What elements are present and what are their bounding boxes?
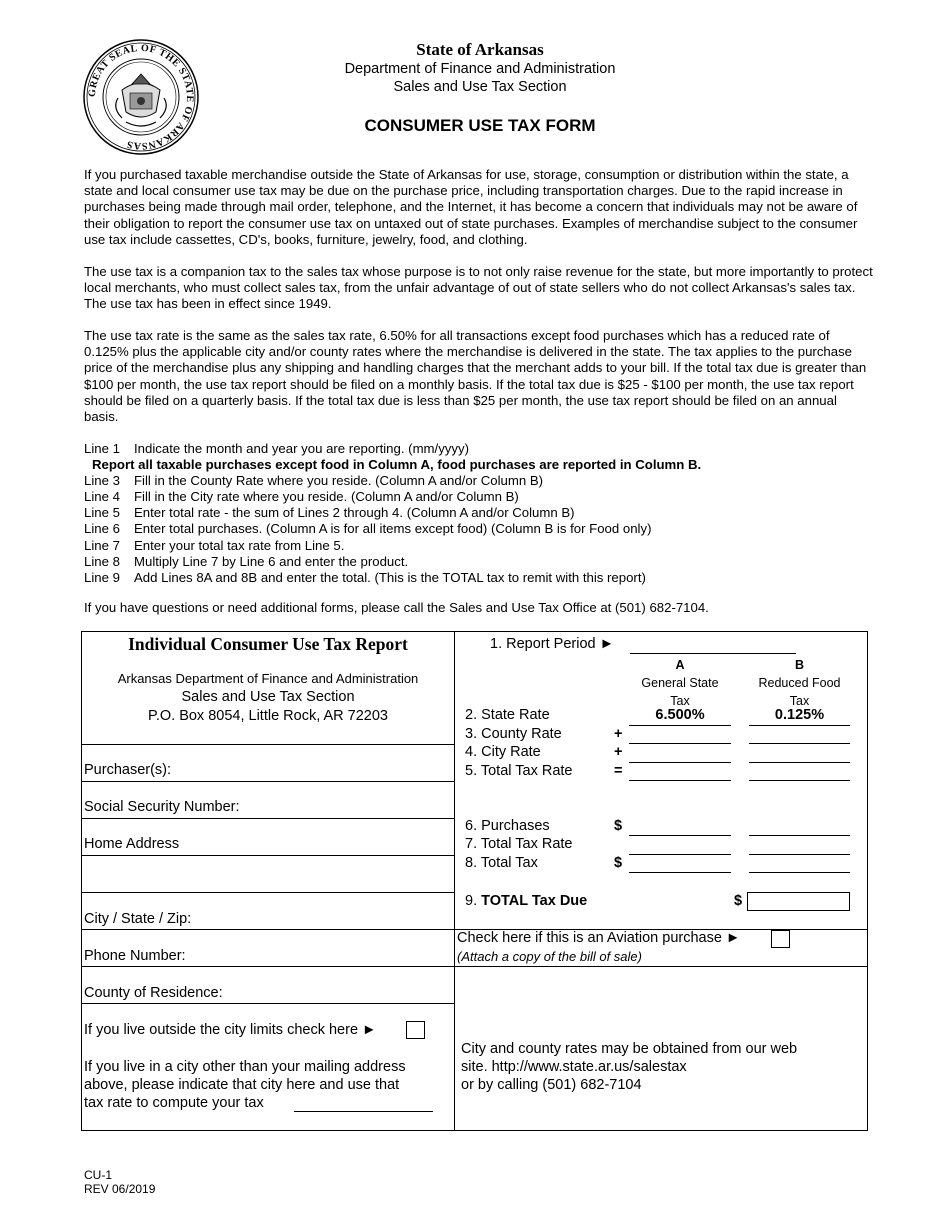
county-rate-label: 3. County Rate — [465, 726, 562, 742]
outside-city-label: If you live outside the city limits check here ► — [84, 1022, 377, 1038]
instruction-line: Line 4 Fill in the City rate where you reside. (Column A and/or Column B) — [84, 489, 519, 505]
intro-paragraph-2: The use tax is a companion tax to the sales tax whose purpose is to not only raise revenue for the state, but more importantly to protect local merchants, who must collect sales tax, from the unfair advantage of out of state sellers who do not collect Arkansas's sales tax. The use tax has been in effect since 1949. — [84, 264, 873, 312]
total-tax-rate-label: 7. Total Tax Rate — [465, 836, 573, 852]
purchases-a-field[interactable] — [629, 835, 731, 836]
form-revision: REV 06/2019 — [84, 1182, 156, 1196]
purchases-b-field[interactable] — [749, 835, 850, 836]
total-tax-label: 8. Total Tax — [465, 855, 538, 871]
county-rate-a-field[interactable] — [629, 743, 731, 744]
other-city-text-3: tax rate to compute your tax — [84, 1095, 264, 1111]
state-heading: State of Arkansas — [416, 40, 544, 59]
total-tax-a-field[interactable] — [629, 872, 731, 873]
column-b-header: B Reduced Food Tax — [758, 658, 841, 708]
instruction-line: Line 7 Enter your total tax rate from Line 5. — [84, 537, 345, 553]
home-address-label: Home Address — [84, 836, 180, 852]
phone-field[interactable] — [81, 966, 454, 967]
divider — [81, 744, 454, 745]
county-field[interactable] — [81, 1003, 454, 1004]
equals-sign: = — [614, 763, 623, 779]
dollar-sign: $ — [614, 818, 623, 834]
county-rate-b-field[interactable] — [749, 743, 850, 744]
state-rate-label: 2. State Rate — [465, 707, 550, 723]
instruction-line: Line 6 Enter total purchases. (Column A is for all items except food) (Column B is for Food only) — [84, 521, 652, 537]
column-a-header: A General State Tax — [641, 658, 719, 708]
total-tax-rate-a-field[interactable] — [629, 854, 731, 855]
home-address-field[interactable] — [81, 855, 454, 856]
report-address-line-1: Arkansas Department of Finance and Administration — [117, 671, 419, 686]
total-rate-a-field[interactable] — [629, 780, 731, 781]
aviation-note: (Attach a copy of the bill of sale) — [457, 949, 642, 964]
dollar-sign: $ — [734, 893, 743, 909]
intro-paragraph-1: If you purchased taxable merchandise outside the State of Arkansas for use, storage, consumption or distribution within the state, a state and local consumer use tax may be due on the purchase price, including transportation charges. Due to the rapid increase in purchases being made through mail order, telephone, and the Internet, it has become a concern that individuals may not be aware of their obligation to report the consumer use tax on untaxed out of state purchases. Examples of merchandise subject to the consumer use tax include cassettes, CD's, books, furniture, jewelry, food, and clothing. — [84, 167, 858, 247]
report-period-label: 1. Report Period ► — [490, 636, 614, 652]
city-rate-label: 4. City Rate — [465, 744, 541, 760]
form-column-divider — [454, 631, 455, 1131]
purchaser-field[interactable] — [81, 781, 454, 782]
contact-text: If you have questions or need additional forms, please call the Sales and Use Tax Office at (501) 682-7104. — [84, 600, 709, 615]
county-label: County of Residence: — [84, 985, 223, 1001]
instruction-line: Line 5 Enter total rate - the sum of Lines 2 through 4. (Column A and/or Column B) — [84, 505, 575, 521]
instruction-line: Line 8 Multiply Line 7 by Line 6 and enter the product. — [84, 553, 409, 569]
city-rate-a-field[interactable] — [629, 762, 731, 763]
other-city-text-2: above, please indicate that city here and use that — [84, 1077, 400, 1093]
instruction-line: Line 3 Fill in the County Rate where you reside. (Column A and/or Column B) — [84, 473, 544, 489]
aviation-label: Check here if this is an Aviation purchase ► — [457, 930, 741, 946]
state-rate-b-value: 0.125% — [774, 707, 825, 723]
total-tax-due-box[interactable] — [747, 892, 850, 911]
dollar-sign: $ — [614, 855, 623, 871]
form-id: CU-1 — [84, 1168, 113, 1182]
purchaser-label: Purchaser(s): — [84, 762, 172, 778]
ssn-field[interactable] — [81, 818, 454, 819]
plus-sign: + — [614, 726, 623, 742]
instruction-bold-note: Report all taxable purchases except food in Column A, food purchases are reported in Column B. — [92, 457, 702, 473]
intro-paragraph-3: The use tax rate is the same as the sales tax rate, 6.50% for all transactions except food purchases which has a reduced rate of 0.125% plus the applicable city and/or county rates where the merchandise is delivered in the state. The tax applies to the purchase price of the merchandise plus any shipping and handling charges that the merchant adds to your bill. If the total tax due is greater than $100 per month, the use tax report should be filed on a monthly basis. If the total tax due is $25 - $100 per month, the use tax report should be filed on a quarterly basis. If the total tax due is less than $25 per month, the use tax report should be filed on an annual basis. — [84, 328, 867, 425]
report-period-field[interactable] — [630, 653, 796, 654]
total-rate-b-field[interactable] — [749, 780, 850, 781]
line-instructions — [84, 441, 874, 586]
outside-city-checkbox[interactable] — [406, 1021, 425, 1039]
state-rate-b-line — [749, 725, 850, 726]
total-tax-due-label: 9. TOTAL Tax Due — [465, 893, 588, 909]
total-rate-label: 5. Total Tax Rate — [465, 763, 573, 779]
department-heading: Department of Finance and Administration — [344, 61, 616, 77]
other-city-text-1: If you live in a city other than your mailing address — [84, 1059, 406, 1075]
ssn-label: Social Security Number: — [84, 799, 240, 815]
phone-label: Phone Number: — [84, 948, 186, 964]
form-title: CONSUMER USE TAX FORM — [364, 116, 596, 135]
rates-note-2: site. http://www.state.ar.us/salestax — [461, 1059, 687, 1075]
state-seal-logo — [82, 38, 200, 156]
section-heading: Sales and Use Tax Section — [393, 79, 567, 95]
plus-sign: + — [614, 744, 623, 760]
instruction-line-1: Line 1 Indicate the month and year you are reporting. (mm/yyyy) — [84, 441, 469, 456]
purchases-label: 6. Purchases — [465, 818, 550, 834]
svg-text:GREAT SEAL OF THE STATE OF ARK: GREAT SEAL OF THE STATE OF ARKANSAS — [86, 42, 196, 152]
divider — [454, 966, 868, 967]
report-title: Individual Consumer Use Tax Report — [128, 634, 408, 654]
total-tax-b-field[interactable] — [749, 872, 850, 873]
other-city-field[interactable] — [294, 1111, 433, 1112]
rates-note-1: City and county rates may be obtained from our web — [461, 1041, 798, 1057]
state-rate-a-line — [629, 725, 731, 726]
city-state-zip-label: City / State / Zip: — [84, 911, 192, 927]
rates-note-3: or by calling (501) 682-7104 — [461, 1077, 642, 1093]
report-address-line-3: P.O. Box 8054, Little Rock, AR 72203 — [148, 708, 388, 724]
report-address-line-2: Sales and Use Tax Section — [181, 689, 355, 705]
aviation-checkbox[interactable] — [771, 930, 790, 948]
home-address-field-2[interactable] — [81, 892, 454, 893]
state-rate-a-value: 6.500% — [655, 707, 705, 723]
instruction-line: Line 9 Add Lines 8A and 8B and enter the total. (This is the TOTAL tax to remit with this report) — [84, 569, 646, 585]
city-rate-b-field[interactable] — [749, 762, 850, 763]
total-tax-rate-b-field[interactable] — [749, 854, 850, 855]
city-state-zip-field[interactable] — [81, 929, 454, 930]
